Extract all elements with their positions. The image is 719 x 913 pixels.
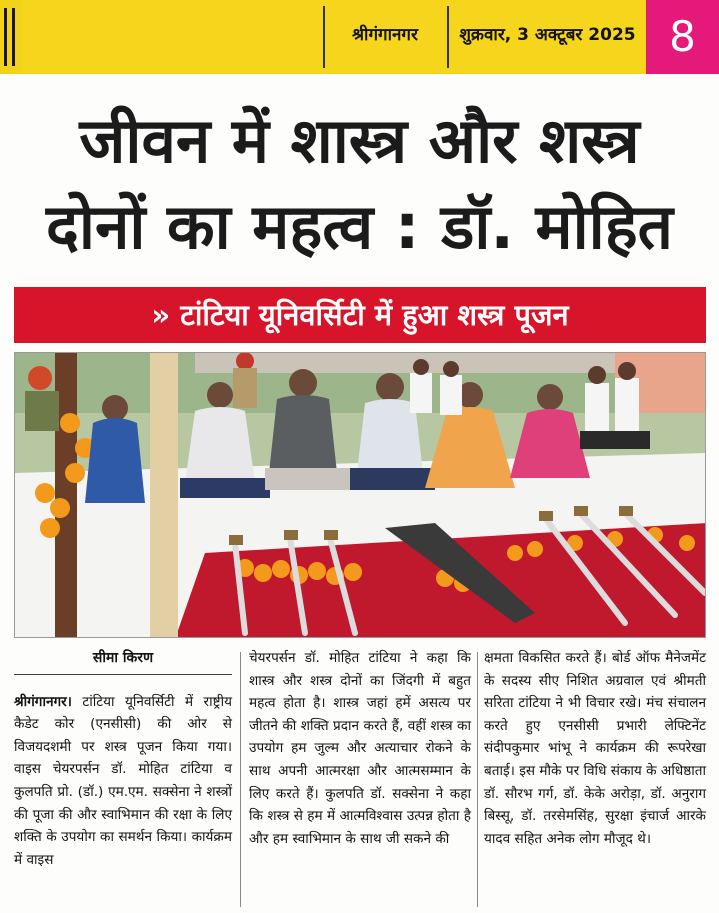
page-header bbox=[0, 0, 719, 74]
photo-illustration bbox=[15, 353, 706, 638]
headline-line-1: जीवन में शास्त्र और शस्त्र bbox=[79, 104, 640, 177]
page-number: 8 bbox=[646, 0, 719, 74]
header-divider bbox=[323, 6, 325, 68]
column-divider bbox=[240, 652, 241, 907]
article-column-2: चेयरपर्सन डॉ. मोहित टांटिया ने कहा कि शास्त्र और शस्त्र दोनों का जिंदगी में बहुत महत्व होता है। शास्त्र जहां हमें असत्य पर जीतने की शक्ति प्रदान करते हैं, वहीं शस्त्र का उपयोग हम जुल्म और अत्याचार रोकने के साथ अपनी आत्मरक्षा और आत्मसम्मान के लिए करते हैं। कुलपति डॉ. सक्सेना ने कहा कि शस्त्र से हम में आत्मविश्वास उत्पन्न होता है और हम स्वाभिमान के साथ जी सकने की bbox=[249, 650, 471, 847]
article-column-1 bbox=[14, 647, 232, 871]
header-date: शुक्रवार, 3 अक्टूबर 2025 bbox=[459, 25, 636, 45]
column-divider bbox=[477, 652, 478, 907]
ceremony-photo bbox=[14, 352, 706, 638]
header-city: श्रीगंगानगर bbox=[352, 25, 418, 45]
article-column-3: क्षमता विकसित करते हैं। बोर्ड ऑफ मैनेजमेंट के सदस्य सीए निशित अग्रवाल एवं श्रीमती सरिता टांटिया ने भी विचार रखे। मंच संचालन करते हुए एनसीसी प्रभारी लेफ्टिनेंट संदीपकुमार भांभू ने कार्यक्रम की रूपरेखा बताई। इस मौके पर विधि संकाय के अधिष्ठाता डॉ. सौरभ गर्ग, डॉ. केके अरोड़ा, डॉ. अनुराग बिस्सू, डॉ. तरसेमसिंह, सुरक्षा इंचार्ज आरके यादव सहित अनेक लोग मौजूद थे। bbox=[484, 650, 706, 847]
header-decoration bbox=[0, 0, 22, 74]
article-text: टांटिया यूनिवर्सिटी में राष्ट्रीय कैडेट कोर (एनसीसी) की ओर से विजयदशमी पर शस्त्र पूजन किया गया। वाइस चेयरपर्सन डॉ. मोहित टांटिया व कुलपति प्रो. (डॉ.) एम.एम. सक्सेना ने शस्त्रों की पूजा की और स्वाभिमान की रक्षा के लिए शक्ति के उपयोग का समर्थन किया। कार्यक्रम में वाइस bbox=[14, 693, 232, 868]
headline bbox=[0, 98, 719, 270]
subheadline-banner: » टांटिया यूनिवर्सिटी में हुआ शस्त्र पूजन bbox=[14, 287, 706, 343]
headline-line-2: दोनों का महत्व : डॉ. मोहित bbox=[46, 190, 673, 263]
byline: सीमा किरण bbox=[14, 647, 232, 675]
dateline: श्रीगंगानगर। bbox=[14, 693, 72, 710]
header-divider bbox=[447, 6, 449, 68]
